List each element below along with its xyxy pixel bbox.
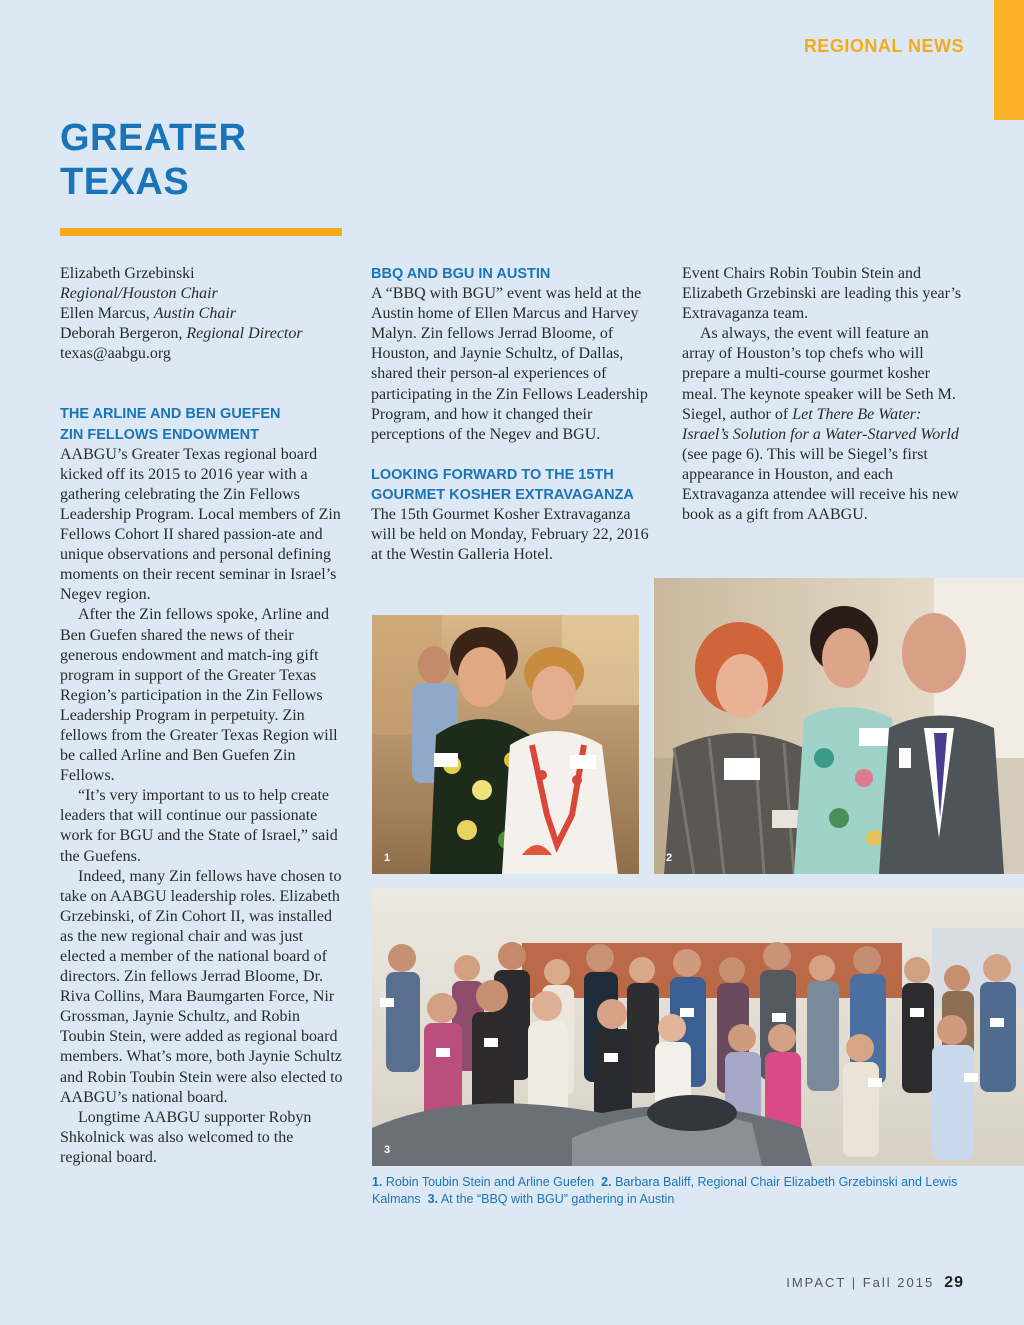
article-3-paragraph-3: As always, the event will feature an array of Houston’s top chefs who will prepare a multi-course gourmet kosher meal. The keynote speaker will be Seth M. Siegel, author of Let There Be Water: Israel’s Solution for a Water-Starved World (see page 6). This will be Siegel’s first appearance in Houston, and each Extravaganza attendee will receive his new book as a gift from AABGU. [682, 325, 959, 524]
footer-publication: IMPACT | Fall 2015 [786, 1275, 935, 1290]
photo-1-number: 1 [384, 852, 391, 864]
article-1-heading-line-2: ZIN FELLOWS ENDOWMENT [60, 426, 259, 443]
article-1-paragraph-5: Longtime AABGU supporter Robyn Shkolnick was also welcomed to the regional board. [60, 1108, 312, 1166]
caption-text-2: Barbara Baliff, Regional Chair Elizabeth Grzebinski and Lewis Kalmans [372, 1175, 958, 1206]
article-3-paragraph-2: Event Chairs Robin Toubin Stein and Elizabeth Grzebinski are leading this year’s Extravaganza team. [682, 265, 962, 323]
caption-text-3: At the “BBQ with BGU” gathering in Austin [440, 1192, 675, 1206]
photo-3 [372, 888, 1024, 1166]
section-label: REGIONAL NEWS [803, 36, 964, 56]
article-3-paragraph-1: The 15th Gourmet Kosher Extravaganza will be held on Monday, February 22, 2016 at the Westin Galleria Hotel. [371, 506, 649, 564]
photo-2-number: 2 [666, 852, 673, 864]
caption-number-1: 1. [372, 1175, 383, 1189]
contact-name-3: Deborah Bergeron, [60, 325, 183, 343]
photo-caption [372, 1174, 972, 1208]
contact-name-2: Ellen Marcus, [60, 305, 150, 323]
article-1-heading-line-1: THE ARLINE AND BEN GUEFEN [60, 406, 281, 423]
contact-role-2: Austin Chair [153, 305, 236, 323]
photo-2 [654, 578, 1024, 874]
photo-1 [372, 615, 639, 874]
column-1 [60, 264, 344, 1168]
page-number: 29 [944, 1274, 964, 1291]
article-2-paragraph-1: A “BBQ with BGU” event was held at the Austin home of Ellen Marcus and Harvey Malyn. Zin fellows Jerrad Bloome, of Houston, and Jaynie Schultz, of Dallas, shared their person-al experiences of participating in the Zin Fellows Leadership Program, and how it changed their perceptions of the Negev and BGU. [371, 285, 648, 443]
article-2-heading: BBQ AND BGU IN AUSTIN [371, 266, 551, 282]
column-3 [682, 264, 964, 525]
caption-number-2: 2. [601, 1175, 612, 1189]
page-footer [786, 1274, 964, 1292]
contact-email[interactable]: texas@aabgu.org [60, 345, 171, 363]
article-3-heading-line-2: GOURMET KOSHER EXTRAVAGANZA [371, 486, 634, 503]
article-3-heading-line-1: LOOKING FORWARD TO THE 15TH [371, 466, 614, 483]
contact-name-1: Elizabeth Grzebinski [60, 265, 195, 282]
book-title: Let There Be Water: Israel’s Solution for a Water-Starved World [682, 405, 959, 443]
caption-number-3: 3. [427, 1192, 439, 1206]
caption-text-1: Robin Toubin Stein and Arline Guefen [385, 1175, 595, 1189]
section-tab-marker [994, 0, 1024, 120]
article-1-paragraph-3: “It’s very important to us to help create leaders that will continue our passionate work for BGU and the State of Israel,” said the Guefens. [60, 787, 338, 865]
contact-role-1: Regional/Houston Chair [60, 285, 218, 303]
photo-3-number: 3 [384, 1144, 391, 1156]
column-2 [371, 264, 653, 565]
page-title [60, 116, 246, 204]
contact-role-3: Regional Director [186, 325, 303, 343]
title-line-2: TEXAS [60, 161, 190, 203]
article-1-paragraph-2: After the Zin fellows spoke, Arline and Ben Guefen shared the news of their generous endowment and match-ing gift program in support of the Greater Texas Region’s participation in the Zin Fellows Leadership Program in perpetuity. Zin fellows from the Greater Texas Region will be called Arline and Ben Guefen Zin Fellows. [60, 606, 338, 785]
title-rule [60, 228, 342, 236]
article-1-paragraph-4: Indeed, many Zin fellows have chosen to take on AABGU leadership roles. Elizabeth Grzebinski, of Zin Cohort II, was installed as the new regional chair and was just elected a member of the national board of directors. Zin fellows Jerrad Bloome, Dr. Riva Collins, Mara Baumgarten Force, Nir Grossman, Jaynie Schultz, and Robin Toubin Stein, were added as regional board members. What’s more, both Jaynie Schultz and Robin Toubin Stein were also elected to AABGU’s national board. [60, 867, 343, 1106]
contact-block [60, 264, 344, 364]
article-1-paragraph-1: AABGU’s Greater Texas regional board kicked off its 2015 to 2016 year with a gathering celebrating the Zin Fellows Leadership Program. Local members of Zin Fellows Cohort II shared passion-ate and unique observations and personal defining moments on their recent seminar in Israel’s Negev region. [60, 445, 341, 604]
title-line-1: GREATER [60, 117, 247, 159]
